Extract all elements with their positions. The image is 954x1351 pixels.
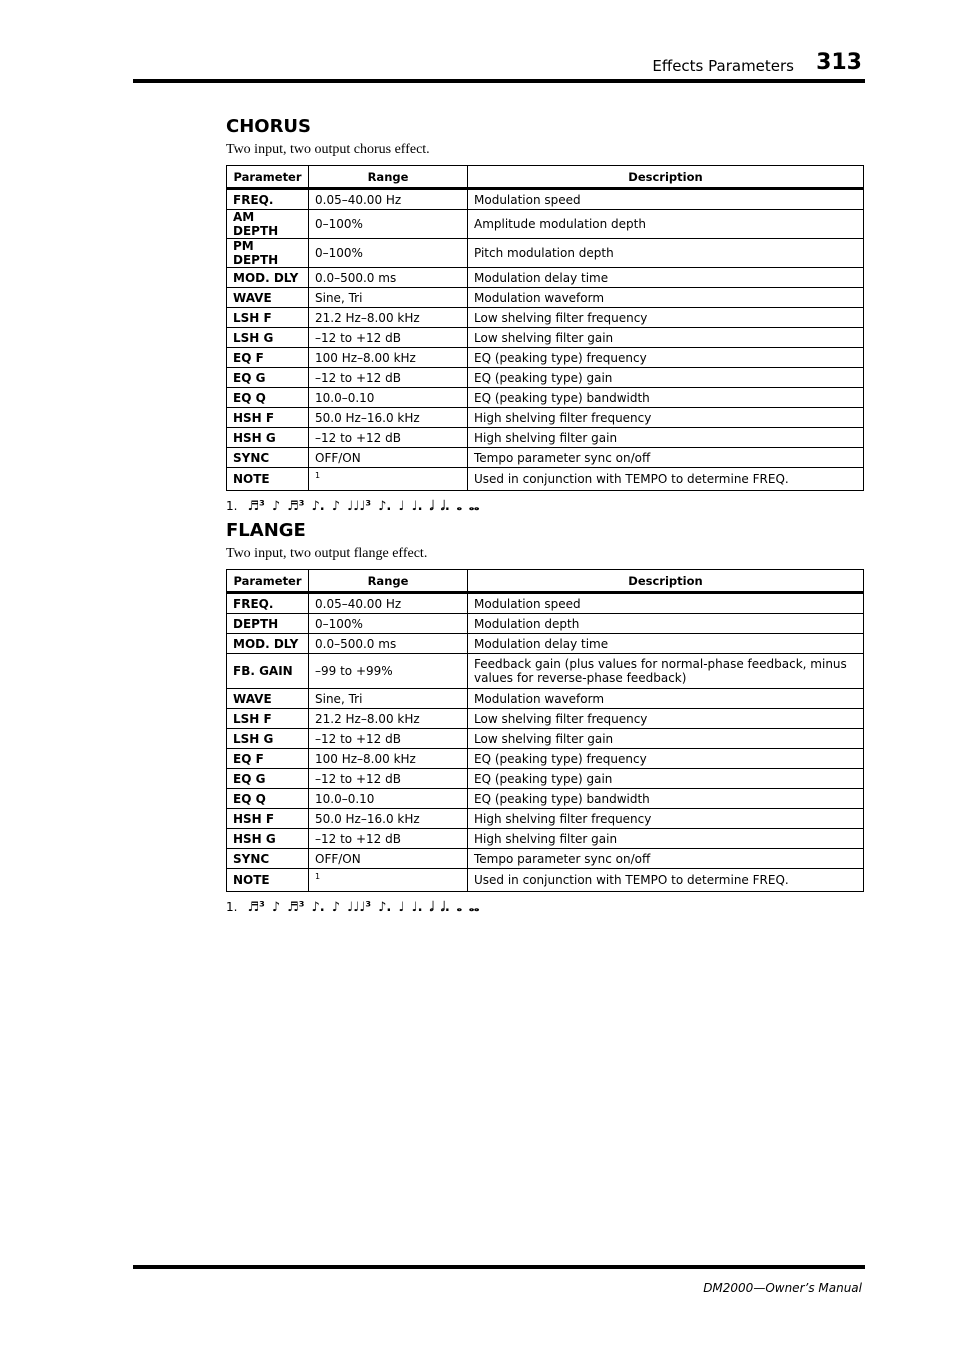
- footnote-marker: 1.: [226, 900, 238, 914]
- flange-parameter-table: [226, 569, 864, 892]
- parameter-cell: FB. GAIN: [227, 654, 309, 689]
- note-value-symbol: ♪: [331, 899, 341, 915]
- range-cell: 21.2 Hz–8.00 kHz: [309, 709, 468, 729]
- description-cell: EQ (peaking type) frequency: [468, 348, 864, 368]
- range-cell: 0–100%: [309, 239, 468, 268]
- description-cell: Tempo parameter sync on/off: [468, 448, 864, 468]
- parameter-cell: FREQ.: [227, 593, 309, 614]
- description-cell: Modulation waveform: [468, 288, 864, 308]
- note-row: [227, 869, 864, 892]
- note-value-symbol: ♪.: [311, 498, 325, 514]
- footer-rule: [133, 1265, 865, 1269]
- description-cell: High shelving filter frequency: [468, 809, 864, 829]
- table-row: [227, 388, 864, 408]
- range-cell: 0–100%: [309, 614, 468, 634]
- note-value-symbol: 𝅗𝅥.: [440, 899, 450, 915]
- parameter-cell: LSH G: [227, 729, 309, 749]
- note-value-symbol: ♪.: [311, 899, 325, 915]
- range-cell: OFF/ON: [309, 448, 468, 468]
- note-value-symbol: ♪: [331, 498, 341, 514]
- parameter-cell: SYNC: [227, 849, 309, 869]
- parameter-cell: EQ G: [227, 769, 309, 789]
- note-value-symbol: 𝅗𝅥.: [440, 498, 450, 514]
- parameter-cell: SYNC: [227, 448, 309, 468]
- note-value-symbol: 𝅝𝅝: [468, 899, 480, 915]
- range-cell: 50.0 Hz–16.0 kHz: [309, 809, 468, 829]
- table-row: [227, 809, 864, 829]
- table-row: [227, 408, 864, 428]
- parameter-cell: LSH F: [227, 709, 309, 729]
- column-header-description: Description: [468, 166, 864, 189]
- range-cell: –99 to +99%: [309, 654, 468, 689]
- note-value-symbol: 𝅗𝅥: [429, 899, 434, 915]
- note-value-symbol: ♩: [398, 899, 405, 915]
- range-cell: 10.0–0.10: [309, 388, 468, 408]
- note-value-symbol: ♩.: [411, 498, 423, 514]
- parameter-cell: LSH G: [227, 328, 309, 348]
- parameter-cell: HSH G: [227, 829, 309, 849]
- table-row: [227, 689, 864, 709]
- table-row: [227, 849, 864, 869]
- table-row: [227, 729, 864, 749]
- range-cell: –12 to +12 dB: [309, 428, 468, 448]
- table-row: [227, 348, 864, 368]
- section-subtitle: Two input, two output flange effect.: [226, 546, 428, 561]
- description-cell: Used in conjunction with TEMPO to determine FREQ.: [468, 468, 864, 491]
- note-value-symbol: ♪.: [378, 498, 392, 514]
- chorus-section: [226, 116, 863, 515]
- description-cell: Feedback gain (plus values for normal-phase feedback, minus values for reverse-phase feedback): [468, 654, 864, 689]
- description-cell: Modulation speed: [468, 593, 864, 614]
- table-row: [227, 654, 864, 689]
- section-subtitle: Two input, two output chorus effect.: [226, 142, 430, 157]
- range-cell: –12 to +12 dB: [309, 368, 468, 388]
- range-cell: [309, 869, 468, 892]
- description-cell: Low shelving filter frequency: [468, 709, 864, 729]
- note-value-symbol: ♬³: [287, 899, 305, 915]
- parameter-cell: MOD. DLY: [227, 268, 309, 288]
- note-value-symbol: ♬³: [287, 498, 305, 514]
- description-cell: High shelving filter frequency: [468, 408, 864, 428]
- parameter-cell: EQ F: [227, 348, 309, 368]
- section-title: FLANGE: [226, 520, 306, 541]
- range-cell: 0.0–500.0 ms: [309, 634, 468, 654]
- range-cell: 10.0–0.10: [309, 789, 468, 809]
- parameter-cell: EQ F: [227, 749, 309, 769]
- chorus-parameter-table: [226, 165, 864, 491]
- table-row: [227, 769, 864, 789]
- range-cell: –12 to +12 dB: [309, 729, 468, 749]
- note-value-symbol: ♪: [271, 498, 281, 514]
- footnote-reference: 1: [315, 471, 321, 480]
- parameter-cell: HSH F: [227, 809, 309, 829]
- table-row: [227, 239, 864, 268]
- parameter-cell: FREQ.: [227, 189, 309, 210]
- note-value-symbol: 𝅝: [456, 899, 462, 915]
- range-cell: 0–100%: [309, 210, 468, 239]
- description-cell: EQ (peaking type) frequency: [468, 749, 864, 769]
- note-row: [227, 468, 864, 491]
- table-row: [227, 789, 864, 809]
- footnote: [226, 898, 863, 916]
- table-header-row: [227, 570, 864, 593]
- column-header-parameter: Parameter: [227, 570, 309, 593]
- range-cell: 0.05–40.00 Hz: [309, 593, 468, 614]
- description-cell: Low shelving filter gain: [468, 328, 864, 348]
- description-cell: Tempo parameter sync on/off: [468, 849, 864, 869]
- description-cell: Pitch modulation depth: [468, 239, 864, 268]
- description-cell: Amplitude modulation depth: [468, 210, 864, 239]
- table-row: [227, 428, 864, 448]
- description-cell: EQ (peaking type) bandwidth: [468, 388, 864, 408]
- description-cell: High shelving filter gain: [468, 829, 864, 849]
- range-cell: OFF/ON: [309, 849, 468, 869]
- column-header-parameter: Parameter: [227, 166, 309, 189]
- parameter-cell: HSH F: [227, 408, 309, 428]
- column-header-range: Range: [309, 166, 468, 189]
- parameter-cell: WAVE: [227, 689, 309, 709]
- table-header-row: [227, 166, 864, 189]
- table-row: [227, 288, 864, 308]
- description-cell: Low shelving filter frequency: [468, 308, 864, 328]
- note-value-symbol: ♬³: [247, 498, 265, 514]
- section-title: CHORUS: [226, 116, 312, 137]
- range-cell: 50.0 Hz–16.0 kHz: [309, 408, 468, 428]
- parameter-cell: DEPTH: [227, 614, 309, 634]
- table-row: [227, 210, 864, 239]
- parameter-cell: EQ Q: [227, 388, 309, 408]
- range-cell: 0.05–40.00 Hz: [309, 189, 468, 210]
- range-cell: 100 Hz–8.00 kHz: [309, 749, 468, 769]
- page-number: 313: [816, 50, 862, 75]
- footnote-marker: 1.: [226, 499, 238, 513]
- table-row: [227, 749, 864, 769]
- range-cell: 0.0–500.0 ms: [309, 268, 468, 288]
- description-cell: EQ (peaking type) gain: [468, 368, 864, 388]
- note-value-symbol: 𝅗𝅥: [429, 498, 434, 514]
- table-row: [227, 328, 864, 348]
- range-cell: –12 to +12 dB: [309, 328, 468, 348]
- parameter-cell: MOD. DLY: [227, 634, 309, 654]
- header-rule: [133, 79, 865, 83]
- table-row: [227, 634, 864, 654]
- column-header-description: Description: [468, 570, 864, 593]
- description-cell: EQ (peaking type) gain: [468, 769, 864, 789]
- range-cell: [309, 468, 468, 491]
- table-row: [227, 614, 864, 634]
- parameter-cell: WAVE: [227, 288, 309, 308]
- parameter-cell: NOTE: [227, 468, 309, 491]
- description-cell: Modulation delay time: [468, 634, 864, 654]
- range-cell: 21.2 Hz–8.00 kHz: [309, 308, 468, 328]
- table-row: [227, 308, 864, 328]
- parameter-cell: LSH F: [227, 308, 309, 328]
- note-value-symbol: ♩♩♩³: [347, 899, 372, 915]
- note-values: [247, 900, 479, 915]
- note-value-symbol: ♪.: [378, 899, 392, 915]
- column-header-range: Range: [309, 570, 468, 593]
- description-cell: Modulation depth: [468, 614, 864, 634]
- range-cell: 100 Hz–8.00 kHz: [309, 348, 468, 368]
- parameter-cell: HSH G: [227, 428, 309, 448]
- description-cell: High shelving filter gain: [468, 428, 864, 448]
- table-row: [227, 709, 864, 729]
- range-cell: –12 to +12 dB: [309, 769, 468, 789]
- table-row: [227, 268, 864, 288]
- parameter-cell: AM DEPTH: [227, 210, 309, 239]
- footnote: [226, 497, 863, 515]
- range-cell: Sine, Tri: [309, 288, 468, 308]
- note-value-symbol: 𝅝: [456, 498, 462, 514]
- note-value-symbol: 𝅝𝅝: [468, 498, 480, 514]
- note-value-symbol: ♩♩♩³: [347, 498, 372, 514]
- parameter-cell: PM DEPTH: [227, 239, 309, 268]
- note-values: [247, 499, 479, 514]
- description-cell: Modulation speed: [468, 189, 864, 210]
- footer-manual-title: DM2000—Owner’s Manual: [703, 1281, 862, 1295]
- description-cell: Low shelving filter gain: [468, 729, 864, 749]
- range-cell: –12 to +12 dB: [309, 829, 468, 849]
- range-cell: Sine, Tri: [309, 689, 468, 709]
- table-row: [227, 448, 864, 468]
- parameter-cell: NOTE: [227, 869, 309, 892]
- parameter-cell: EQ Q: [227, 789, 309, 809]
- footnote-reference: 1: [315, 872, 321, 881]
- running-header: Effects Parameters: [652, 57, 794, 75]
- description-cell: EQ (peaking type) bandwidth: [468, 789, 864, 809]
- table-row: [227, 829, 864, 849]
- note-value-symbol: ♪: [271, 899, 281, 915]
- table-row: [227, 368, 864, 388]
- table-row: [227, 189, 864, 210]
- description-cell: Modulation waveform: [468, 689, 864, 709]
- note-value-symbol: ♩: [398, 498, 405, 514]
- description-cell: Modulation delay time: [468, 268, 864, 288]
- parameter-cell: EQ G: [227, 368, 309, 388]
- note-value-symbol: ♩.: [411, 899, 423, 915]
- description-cell: Used in conjunction with TEMPO to determine FREQ.: [468, 869, 864, 892]
- flange-section: [226, 520, 863, 916]
- table-row: [227, 593, 864, 614]
- note-value-symbol: ♬³: [247, 899, 265, 915]
